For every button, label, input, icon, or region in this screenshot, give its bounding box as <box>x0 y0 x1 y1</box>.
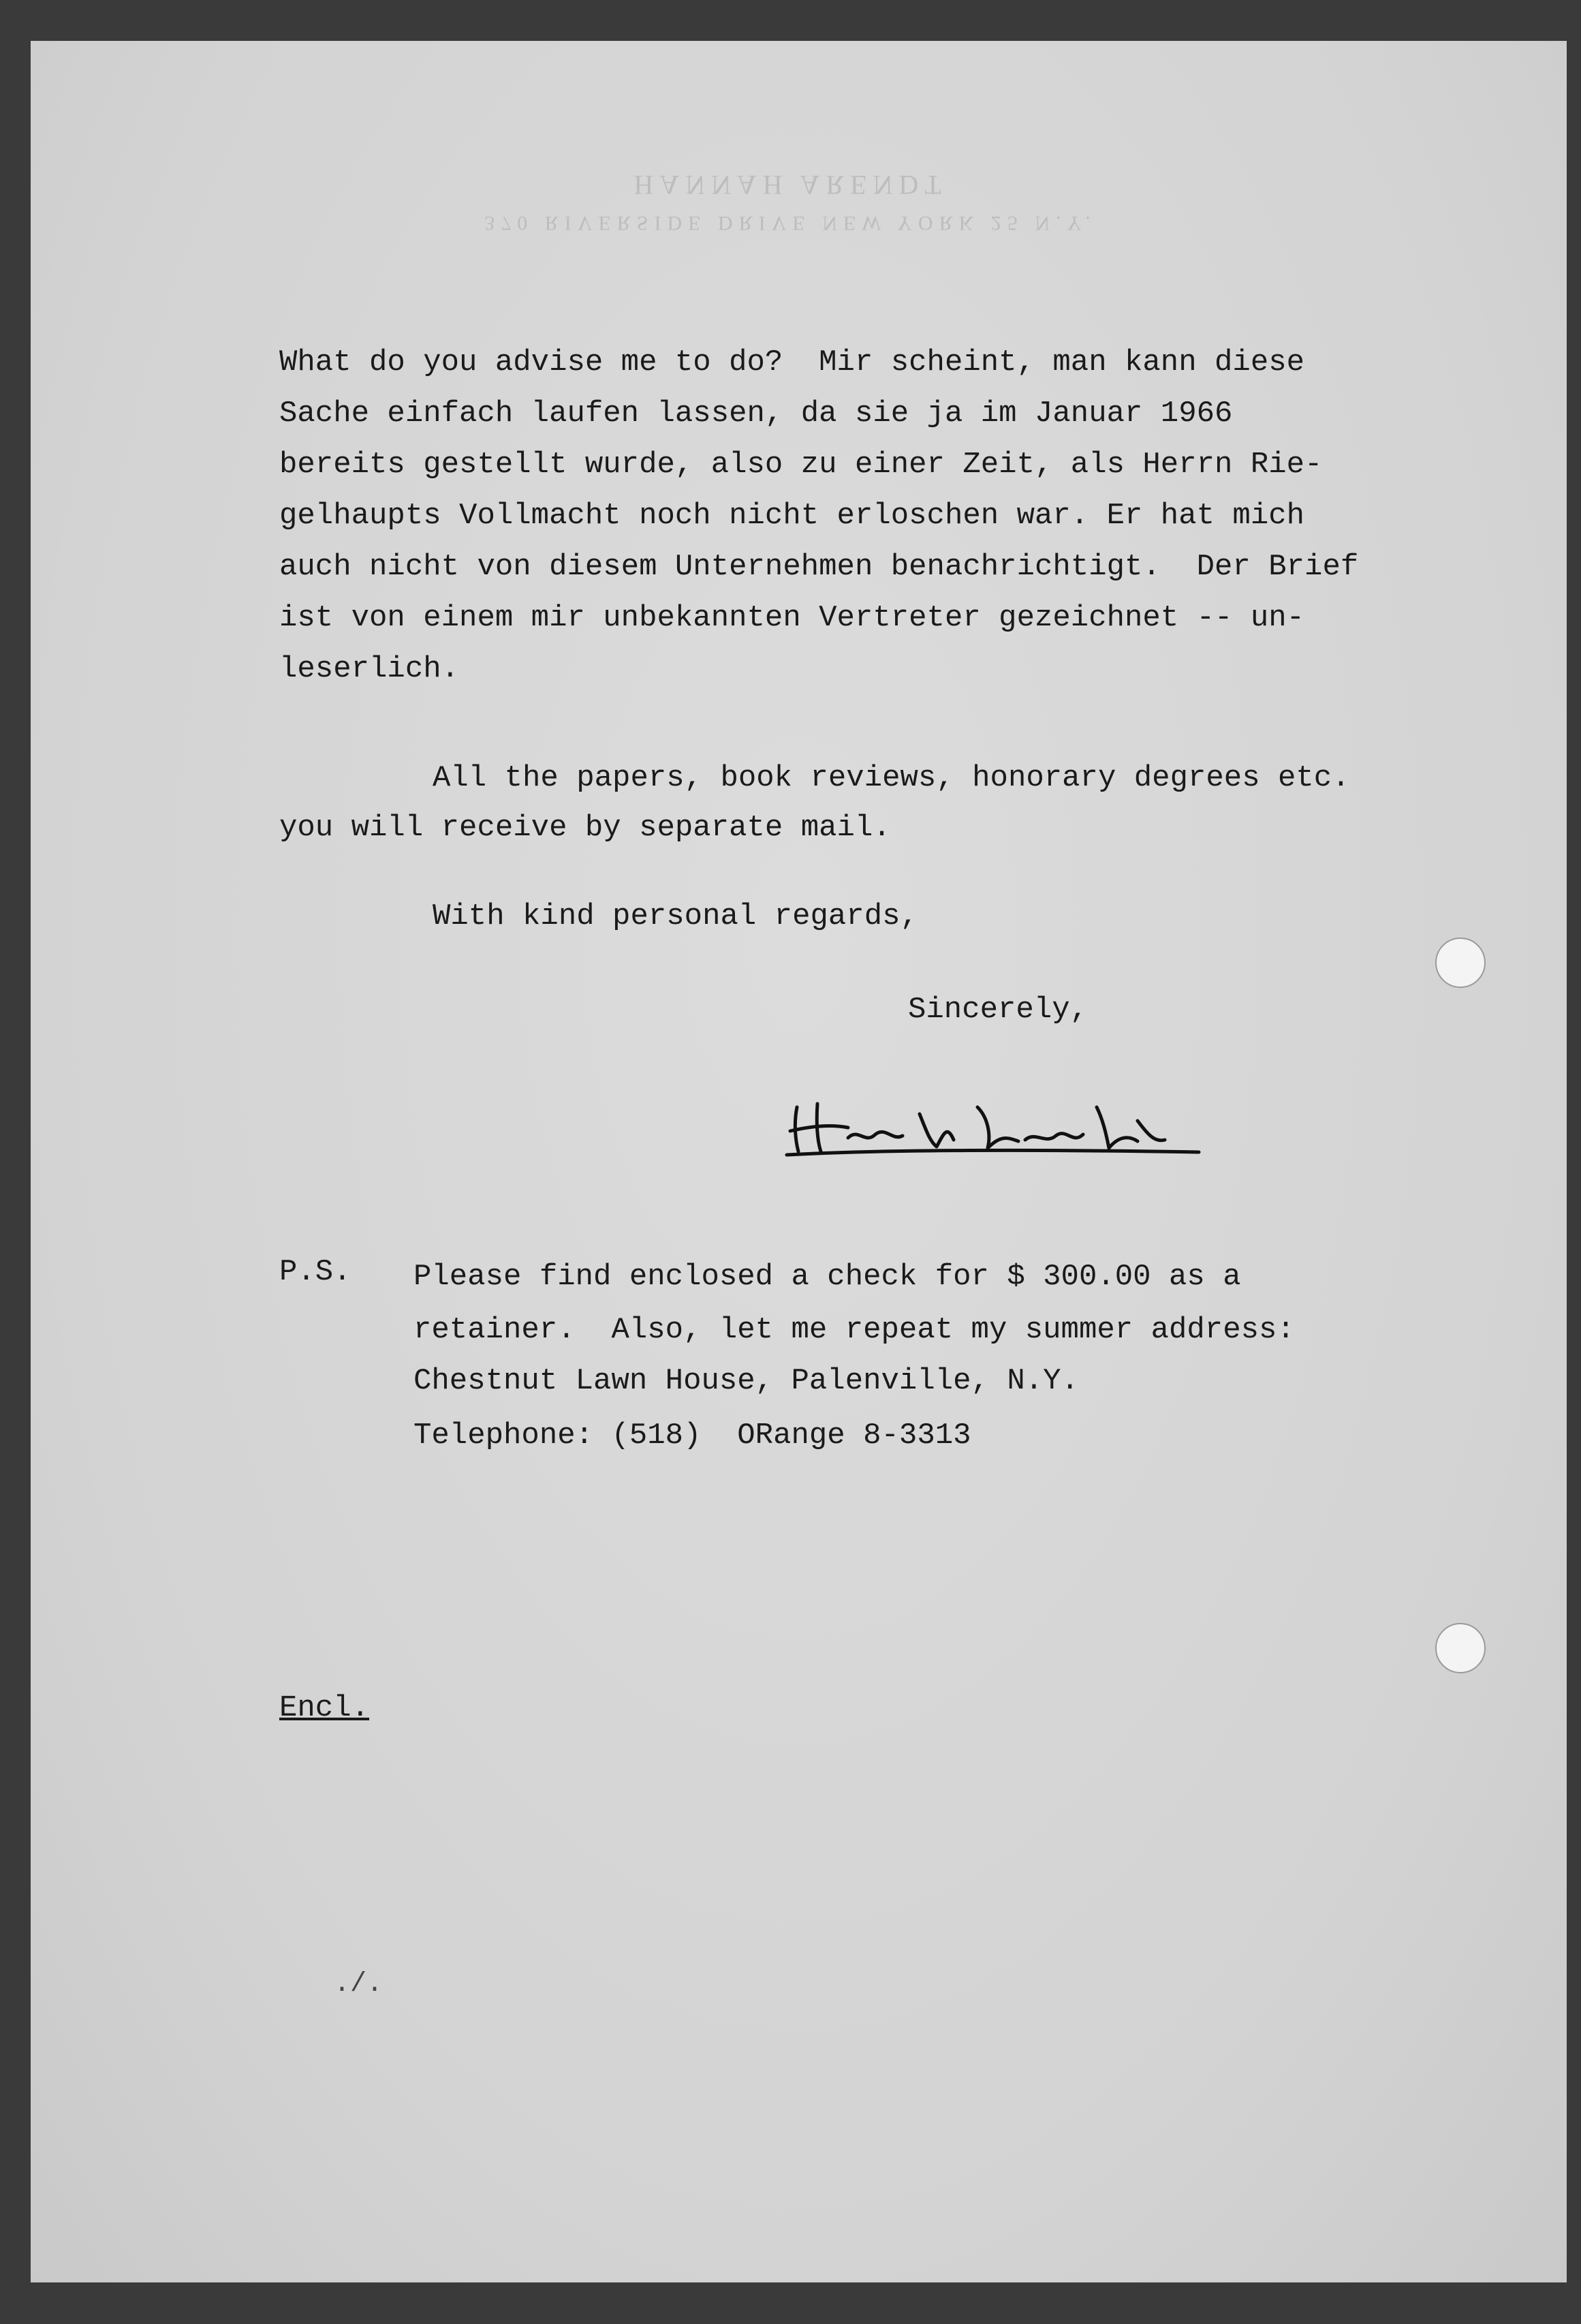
regards-line: With kind personal regards, <box>433 899 918 933</box>
body-line: What do you advise me to do? Mir scheint, man kann diese <box>279 345 1305 379</box>
punch-hole-top <box>1435 938 1486 988</box>
closing-line: Sincerely, <box>908 993 1089 1027</box>
body-line: gelhaupts Vollmacht noch nicht erloschen war. Er hat mich <box>279 499 1305 533</box>
postscript-line: Chestnut Lawn House, Palenville, N.Y. <box>413 1364 1079 1398</box>
postscript-line: Telephone: (518) ORange 8-3313 <box>413 1419 971 1453</box>
enclosure-note: Encl. <box>279 1691 370 1725</box>
body-line: All the papers, book reviews, honorary degrees etc. <box>433 761 1350 795</box>
letterhead-address: 370 RIVERSIDE DRIVE NEW YORK 25 N.Y. <box>484 212 1097 234</box>
handwritten-signature <box>783 1087 1206 1165</box>
page-continuation-mark: ./. <box>334 1969 383 2000</box>
body-line: bereits gestellt wurde, also zu einer Zeit, als Herrn Rie- <box>279 448 1323 482</box>
body-line: auch nicht von diesem Unternehmen benachrichtigt. Der Brief <box>279 550 1359 584</box>
body-line: Sache einfach laufen lassen, da sie ja im Januar 1966 <box>279 397 1233 431</box>
body-line: ist von einem mir unbekannten Vertreter gezeichnet -- un- <box>279 601 1305 635</box>
postscript-label: P.S. <box>279 1255 351 1289</box>
letterhead-name: HANNAH ARENDT <box>633 170 948 200</box>
punch-hole-bottom <box>1435 1623 1486 1673</box>
postscript-line: Please find enclosed a check for $ 300.00 as a <box>413 1260 1241 1294</box>
postscript-line: retainer. Also, let me repeat my summer address: <box>413 1313 1295 1347</box>
body-line: leserlich. <box>279 652 460 686</box>
body-line: you will receive by separate mail. <box>279 811 891 845</box>
